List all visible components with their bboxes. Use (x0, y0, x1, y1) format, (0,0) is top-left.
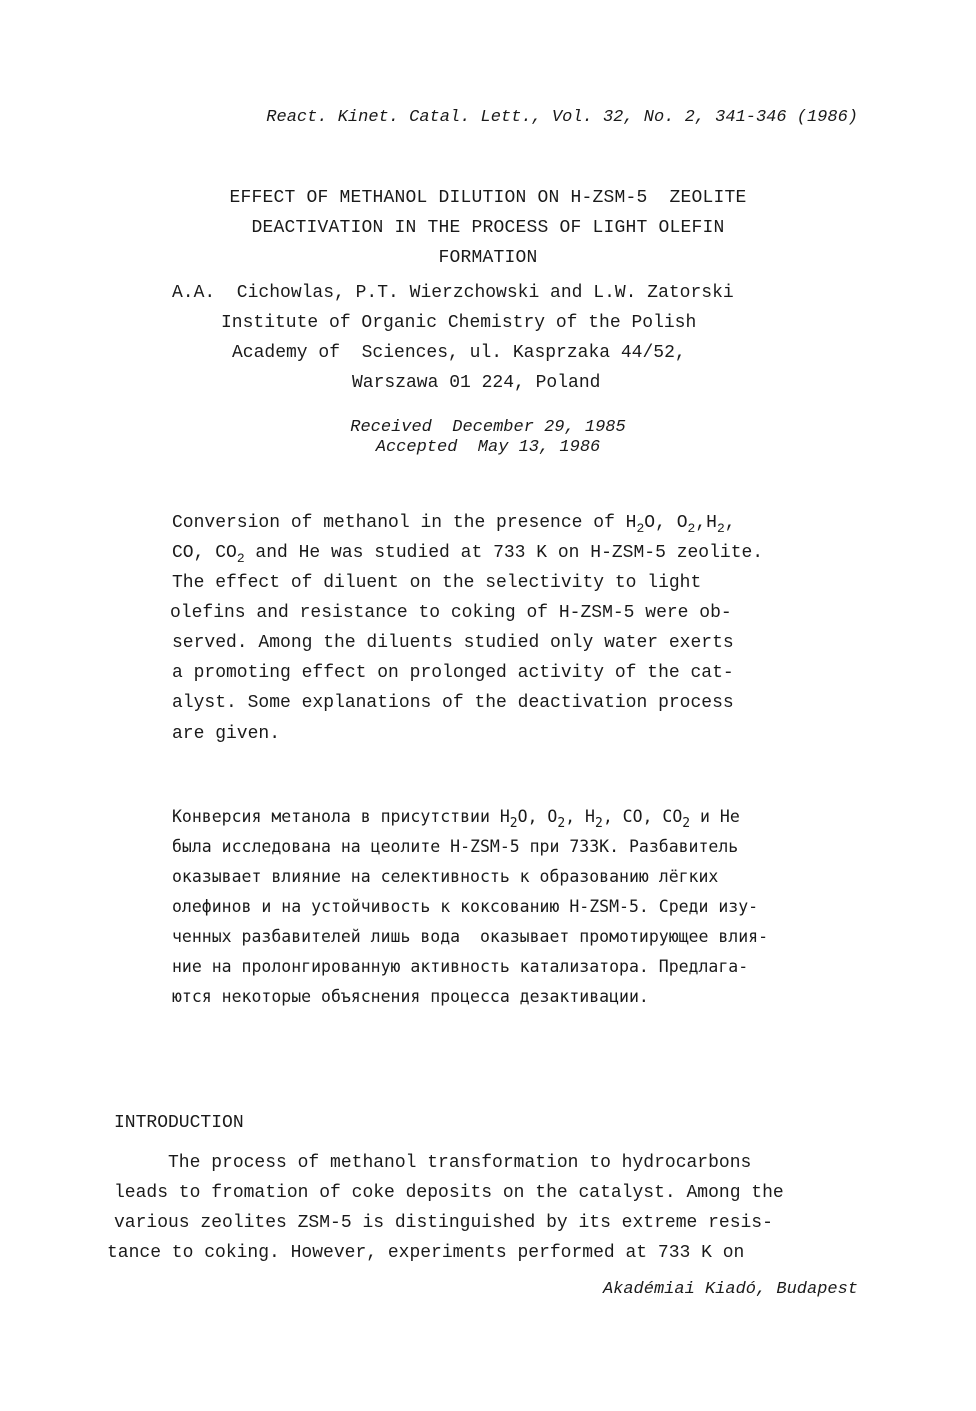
title-line: EFFECT OF METHANOL DILUTION ON H-ZSM-5 ZEOLITE (229, 188, 747, 208)
accepted-date: Accepted May 13, 1986 (375, 438, 601, 457)
abstract-line: ние на пролонгированную активность катализатора. Предлага- (172, 957, 749, 976)
affiliation-line: Academy of Sciences, ul. Kasprzaka 44/52, (232, 343, 686, 363)
authors: A.A. Cichowlas, P.T. Wierzchowski and L.W. Zatorski (172, 283, 734, 303)
abstract-line: олефинов и на устойчивость к коксованию H-ZSM-5. Среди изу- (172, 897, 759, 916)
section-heading-introduction: INTRODUCTION (114, 1113, 244, 1133)
body-line: various zeolites ZSM-5 is distinguished by its extreme resis- (114, 1213, 773, 1233)
affiliation-line: Warszawa 01 224, Poland (352, 373, 601, 393)
abstract-line: CO, $CO_2$ and He was studied at 733 K on H-ZSM-5 zeolite. (172, 543, 764, 566)
affiliation-line: Institute of Organic Chemistry of the Polish (221, 313, 697, 333)
publisher-footer: Akadémiai Kiadó, Budapest (602, 1280, 858, 1299)
abstract-line: Конверсия метанола в присутствии $H_2O$, $O_2$, $H_2$, CO, $CO_2$ и He (172, 807, 740, 831)
abstract-line: Conversion of methanol in the presence of $H_2O$, $O_2,H_2$, (172, 513, 736, 536)
abstract-line: are given. (172, 724, 281, 744)
abstract-line: alyst. Some explanations of the deactivation process (172, 693, 734, 713)
body-line: leads to fromation of coke deposits on the catalyst. Among the (114, 1183, 784, 1203)
abstract-line: ченных разбавителей лишь вода оказывает промотирующее влия- (172, 927, 769, 946)
title-line: DEACTIVATION IN THE PROCESS OF LIGHT OLEFIN (251, 218, 725, 238)
body-line: tance to coking. However, experiments performed at 733 K on (107, 1243, 745, 1263)
abstract-line: a promoting effect on prolonged activity of the cat- (172, 663, 734, 683)
abstract-line: olefins and resistance to coking of H-ZSM-5 were ob- (170, 603, 732, 623)
abstract-line: ются некоторые объяснения процесса дезактивации. (172, 987, 649, 1006)
journal-citation: React. Kinet. Catal. Lett., Vol. 32, No. 2, 341-346 (1986) (266, 108, 858, 127)
received-date: Received December 29, 1985 (350, 418, 626, 437)
body-line: The process of methanol transformation to hydrocarbons (114, 1153, 752, 1173)
abstract-line: The effect of diluent on the selectivity to light (172, 573, 702, 593)
abstract-line: была исследована на цеолите H-ZSM-5 при 733К. Разбавитель (172, 837, 739, 856)
title-line: FORMATION (438, 248, 538, 268)
abstract-line: оказывает влияние на селективность к образованию лёгких (172, 867, 719, 886)
abstract-line: served. Among the diluents studied only water exerts (172, 633, 734, 653)
